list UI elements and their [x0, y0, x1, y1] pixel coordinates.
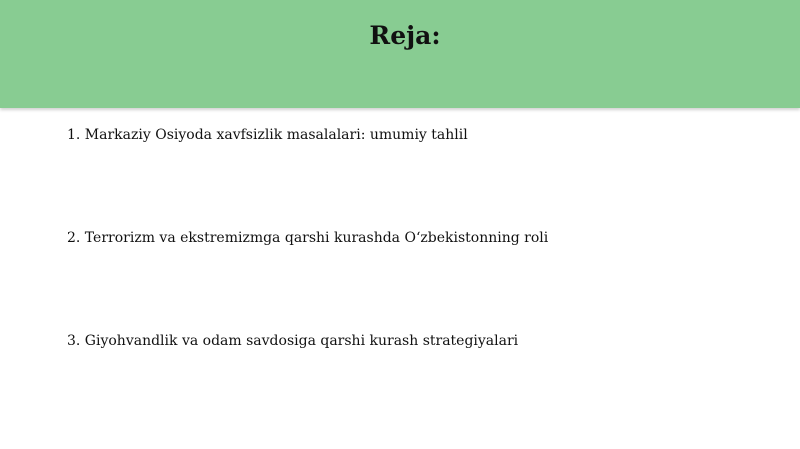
slide-title: Reja: — [369, 21, 441, 50]
plan-item: 3. Giyohvandlik va odam savdosiga qarshi kurash strategiyalari — [67, 333, 519, 349]
plan-item: 1. Markaziy Osiyoda xavfsizlik masalalari: umumiy tahlil — [67, 127, 468, 143]
title-banner — [0, 0, 800, 108]
plan-item: 2. Terrorizm va ekstremizmga qarshi kurashda O‘zbekistonning roli — [67, 230, 549, 246]
